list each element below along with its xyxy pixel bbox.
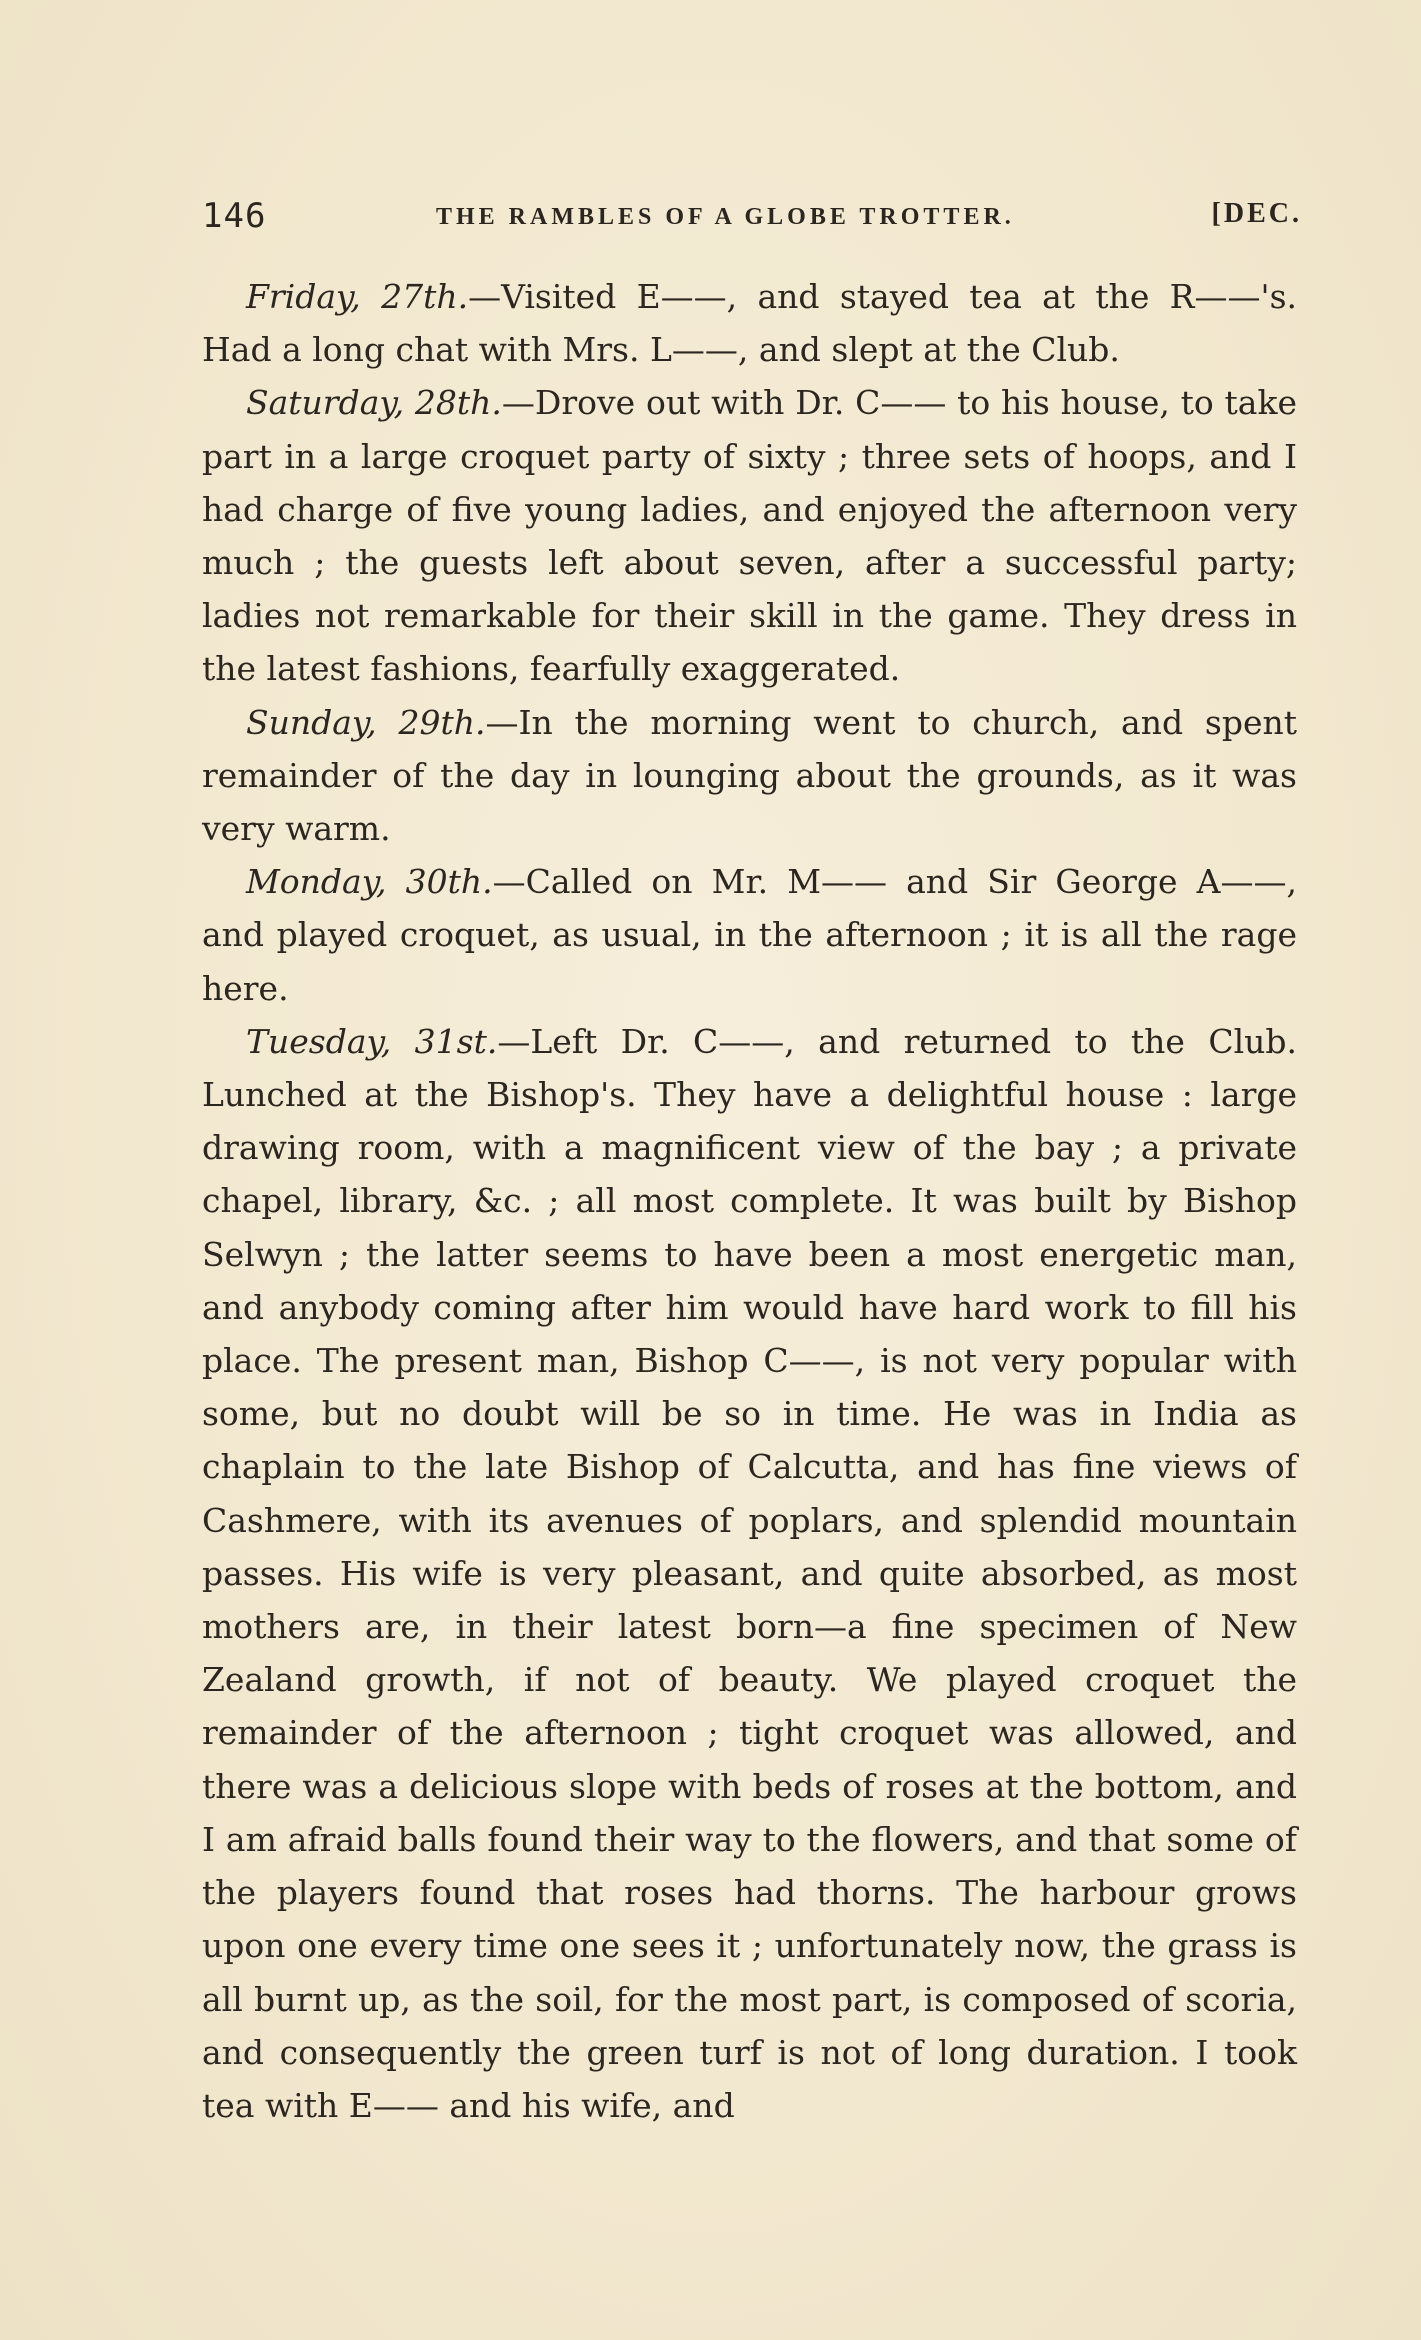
entry-date: Sunday, 29th.	[246, 702, 486, 742]
entry-text: —Drove out with Dr. C—— to his house, to take part in a large croquet party of sixty ; three sets of hoops, and I had charge of five young ladies, and enjoyed the afternoon very much ; the guests left about seven, after a successful party; ladies not remarkable for their skill in the game. They dress in the latest fashions, fearfully exaggerated.	[202, 383, 1298, 689]
entry-text: —In the morning went to church, and spent remainder of the day in lounging about the grounds, as it was very warm.	[202, 702, 1297, 849]
entry-text: —Called on Mr. M—— and Sir George A——, and played croquet, as usual, in the afternoon ; it is all the rage here.	[202, 862, 1298, 1008]
diary-entry	[202, 270, 1297, 376]
entry-date: Saturday, 28th.	[246, 383, 502, 423]
entry-text: —Left Dr. C——, and returned to the Club. Lunched at the Bishop's. They have a delightful house : large drawing room, with a magnificent view of the bay ; a private chapel, library, &c. ; all most complete. It was built by Bishop Selwyn ; the latter seems to have been a most energetic man, and anybody coming after him would have hard work to fill his place. The present man, Bishop C——, is not very popular with some, but no doubt will be so in time. He was in India as chaplain to the late Bishop of Calcutta, and has fine views of Cashmere, with its avenues of poplars, and splendid mountain passes. His wife is very pleasant, and quite absorbed, as most mothers are, in their latest born—a fine specimen of New Zealand growth, if not of beauty. We played croquet the remainder of the afternoon ; tight croquet was allowed, and there was a delicious slope with beds of roses at the bottom, and I am afraid balls found their way to the flowers, and that some of the players found that roses had thorns. The harbour grows upon one every time one sees it ; unfortunately now, the grass is all burnt up, as the soil, for the most part, is composed of scoria, and consequently the green turf is not of long duration. I took tea with E—— and his wife, and	[202, 1021, 1297, 2125]
month-marker: [DEC.	[1211, 198, 1302, 229]
page-number: 146	[202, 196, 267, 236]
diary-entry	[202, 696, 1297, 856]
entry-text: —Visited E——, and stayed tea at the R——'s. Had a long chat with Mrs. L——, and slept at the Club.	[202, 277, 1297, 370]
running-title: THE RAMBLES OF A GLOBE TROTTER.	[436, 204, 1015, 230]
diary-entry	[202, 1015, 1297, 2132]
body-text	[202, 270, 1297, 2132]
page-header	[202, 196, 1302, 246]
entry-date: Monday, 30th.	[246, 862, 493, 902]
entry-date: Friday, 27th.	[246, 277, 469, 316]
diary-entry	[202, 376, 1297, 695]
diary-entry	[202, 855, 1297, 1015]
entry-date: Tuesday, 31st.	[246, 1021, 498, 1061]
